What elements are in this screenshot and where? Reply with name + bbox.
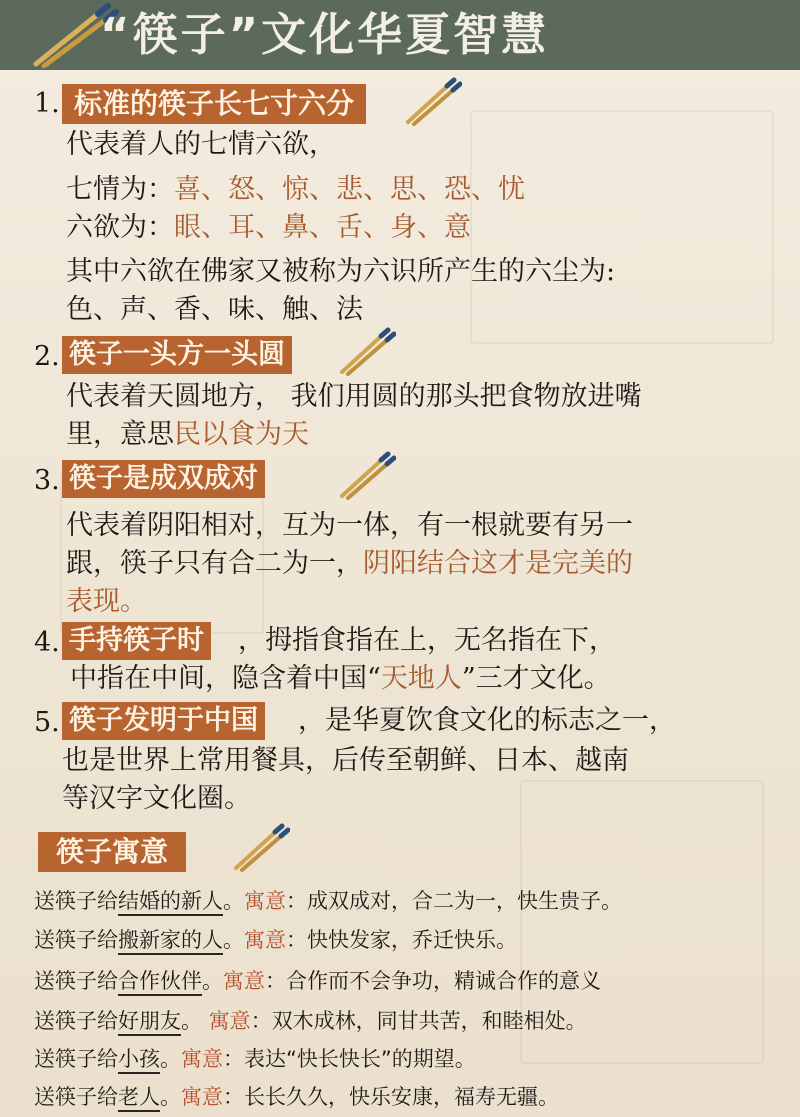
text-line xyxy=(66,546,633,582)
section-title: 筷子一头方一头圆 xyxy=(62,336,292,374)
text: ： xyxy=(286,928,307,952)
text: 送筷子给 xyxy=(34,1047,118,1071)
text: 送筷子给 xyxy=(34,889,118,913)
chopsticks-icon xyxy=(338,326,396,376)
background-decoration xyxy=(470,110,774,344)
text: ： xyxy=(223,1047,244,1071)
section-number: 5. xyxy=(34,707,60,738)
list-item xyxy=(34,966,601,996)
text: 送筷子给 xyxy=(34,1085,118,1109)
text: ： xyxy=(223,1085,244,1109)
text: 跟，筷子只有合二为一， xyxy=(66,548,363,579)
text: 送筷子给 xyxy=(34,969,118,993)
text: 表达“快长快长”的期望。 xyxy=(244,1047,476,1071)
meaning-label: 寓意 xyxy=(244,889,286,913)
chopsticks-icon xyxy=(338,450,396,500)
text-line: 也是世界上常用餐具，后传至朝鲜、日本、越南 xyxy=(62,745,629,776)
recipient: 小孩 xyxy=(118,1047,160,1074)
accent-text: 阴阳结合这才是完美的 xyxy=(363,548,633,579)
accent-text: 眼、耳、鼻、舌、身、意 xyxy=(174,212,471,243)
text-line: 其中六欲在佛家又被称为六识所产生的六尘为: xyxy=(66,256,616,287)
text-line: 代表着阴阳相对，互为一体，有一根就要有另一 xyxy=(66,510,633,541)
label: 六欲为： xyxy=(66,212,174,243)
text-line: ，拇指食指在上，无名指在下， xyxy=(238,625,616,656)
meaning-label: 寓意 xyxy=(181,1047,223,1071)
text: 送筷子给 xyxy=(34,928,118,952)
chopsticks-icon xyxy=(232,822,290,872)
text-line: 表现。 xyxy=(66,586,147,617)
text-line xyxy=(70,661,611,697)
recipient: 合作伙伴 xyxy=(118,969,202,996)
text: 中指在中间，隐含着中国“ xyxy=(70,663,381,694)
section-number: 4. xyxy=(34,627,60,658)
meaning-label: 寓意 xyxy=(208,1009,251,1033)
text: 双木成林，同甘共苦，和睦相处。 xyxy=(271,1009,587,1033)
list-item xyxy=(34,886,622,916)
list-item xyxy=(34,925,517,955)
text: 。 xyxy=(223,889,244,913)
accent-text: 天地人 xyxy=(380,663,462,694)
recipient: 搬新家的人 xyxy=(118,928,223,955)
text: 里，意思 xyxy=(66,419,174,450)
list-item xyxy=(34,1006,587,1036)
page-title: “筷子”文化华夏智慧 xyxy=(100,8,550,61)
text: 。 xyxy=(181,1009,209,1033)
text: ： xyxy=(286,889,307,913)
text: 。 xyxy=(160,1047,181,1071)
section-title: 筷子是成双成对 xyxy=(62,460,265,498)
text-line: ，是华夏饮食文化的标志之一， xyxy=(298,705,676,736)
text: 快快发家，乔迁快乐。 xyxy=(307,928,517,952)
section-number: 3. xyxy=(34,465,60,496)
meaning-label: 寓意 xyxy=(181,1085,223,1109)
text: ： xyxy=(250,1009,272,1033)
recipient: 老人 xyxy=(118,1085,160,1112)
accent-text: 民以食为天 xyxy=(174,419,309,450)
text: 。 xyxy=(223,928,244,952)
text-line xyxy=(66,172,525,208)
text: ： xyxy=(265,969,286,993)
accent-text: 喜、怒、惊、悲、思、恐、忧 xyxy=(174,174,525,205)
section-number: 2. xyxy=(34,341,60,372)
meaning-label: 寓意 xyxy=(244,928,286,952)
section-number: 1. xyxy=(34,88,60,119)
text: 。 xyxy=(160,1085,181,1109)
text-line: 代表着天圆地方， 我们用圆的那头把食物放进嘴 xyxy=(66,381,642,412)
text: 合作而不会争功，精诚合作的意义 xyxy=(286,969,601,993)
text-line xyxy=(66,417,309,453)
text-line: 等汉字文化圈。 xyxy=(62,783,251,814)
recipient: 结婚的新人 xyxy=(118,889,223,916)
section-title: 手持筷子时 xyxy=(62,622,211,660)
recipient: 好朋友 xyxy=(118,1009,181,1036)
text: 长长久久，快乐安康，福寿无疆。 xyxy=(244,1085,559,1109)
meaning-label: 寓意 xyxy=(223,969,265,993)
text-line: 代表着人的七情六欲， xyxy=(66,129,336,160)
header-banner xyxy=(0,0,800,70)
text-line xyxy=(66,210,471,246)
text: ”三才文化。 xyxy=(461,663,611,694)
text: 。 xyxy=(202,969,223,993)
list-item xyxy=(34,1082,559,1112)
label: 七情为： xyxy=(66,174,174,205)
text: 成双成对，合二为一，快生贵子。 xyxy=(307,889,622,913)
text-line: 色、声、香、味、触、法 xyxy=(66,294,363,325)
section-title: 标准的筷子长七寸六分 xyxy=(62,84,366,124)
chopsticks-icon xyxy=(404,76,462,126)
section-title: 筷子发明于中国 xyxy=(62,702,265,740)
section-title: 筷子寓意 xyxy=(38,832,186,872)
text: 送筷子给 xyxy=(34,1009,118,1033)
list-item xyxy=(34,1044,476,1074)
